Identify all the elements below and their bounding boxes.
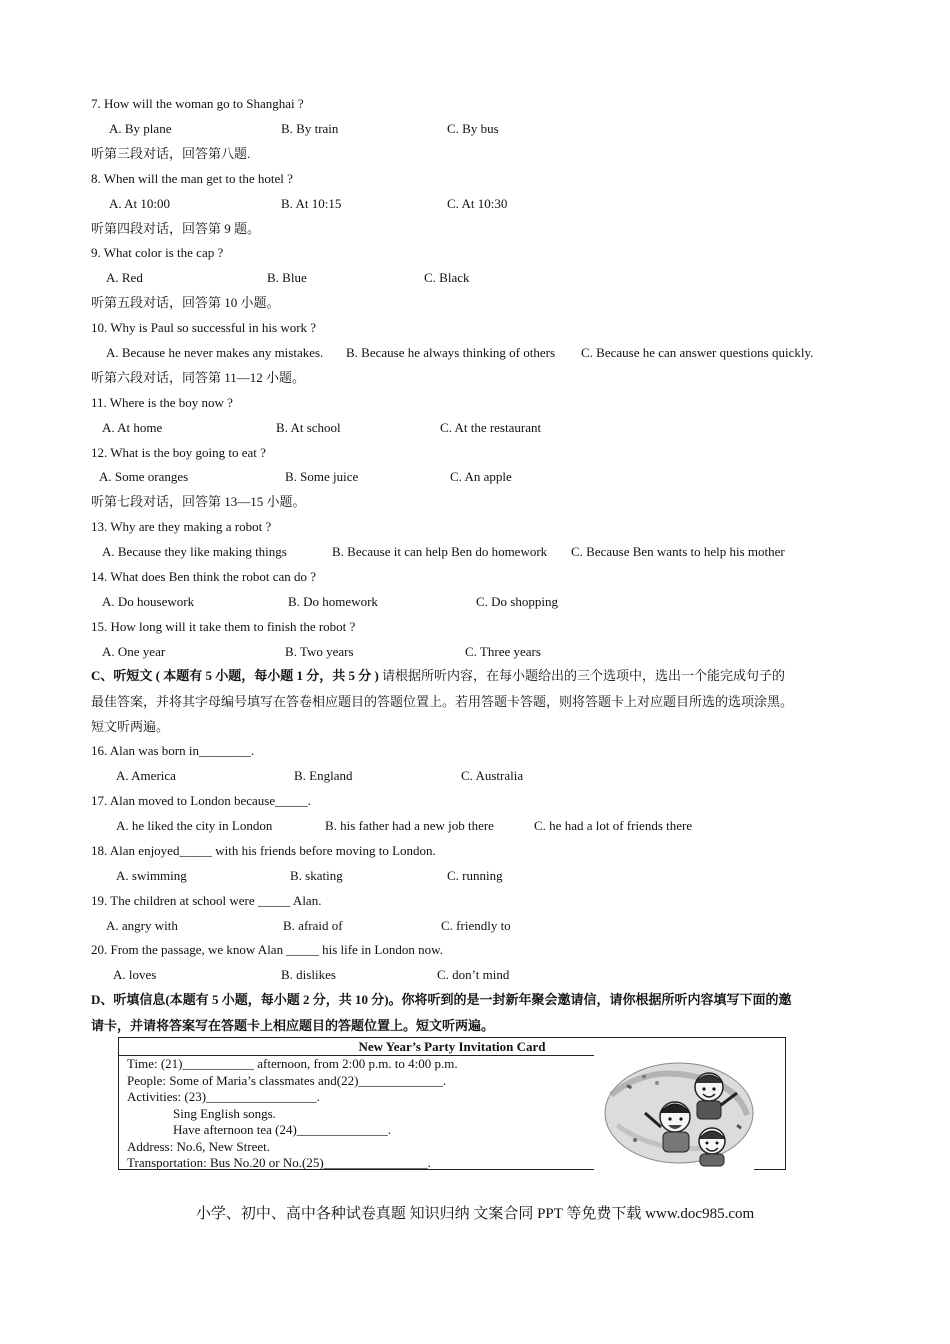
section-c-line-2: 最佳答案，并将其字母编号填写在答卷相应题目的答题位置上。若用答题卡答题，则将答题卡上对应题目所选的选项涂黑。 [91,694,794,709]
question-19-stem: 19. The children at school were _____ Alan. [91,893,322,908]
question-12-option-a: A. Some oranges [99,469,189,484]
question-15-option-a: A. One year [102,644,166,659]
question-15-option-b: B. Two years [285,644,354,659]
question-11-stem: 11. Where is the boy now ? [91,395,233,410]
question-11-option-b: B. At school [276,420,341,435]
question-14-option-b: B. Do homework [288,594,378,609]
question-18-stem: 18. Alan enjoyed_____ with his friends before moving to London. [91,843,436,858]
card-time: Time: (21)___________ afternoon, from 2:00 p.m. to 4:00 p.m. [127,1056,458,1071]
question-14-option-a: A. Do housework [102,594,195,609]
question-8-option-a: A. At 10:00 [109,196,171,211]
question-13-option-c: C. Because Ben wants to help his mother [571,544,785,559]
question-16-option-b: B. England [294,768,353,783]
card-activity-1: Sing English songs. [173,1106,276,1121]
question-14-option-c: C. Do shopping [476,594,558,609]
question-19-option-b: B. afraid of [283,918,343,933]
question-7-stem: 7. How will the woman go to Shanghai ? [91,96,304,111]
question-18-option-a: A. swimming [116,868,187,883]
question-10-stem: 10. Why is Paul so successful in his work ? [91,320,317,335]
question-16-stem: 16. Alan was born in________. [91,743,255,758]
question-17-option-c: C. he had a lot of friends there [534,818,693,833]
question-12-option-c: C. An apple [450,469,512,484]
section-c-line-3: 短文听两遍。 [91,719,170,734]
question-9-option-b: B. Blue [267,270,307,285]
question-8-stem: 8. When will the man get to the hotel ? [91,171,293,186]
question-13-stem: 13. Why are they making a robot ? [91,519,272,534]
question-20-option-c: C. don’t mind [437,967,510,982]
question-13-option-a: A. Because they like making things [102,544,287,559]
question-17-option-a: A. he liked the city in London [116,818,273,833]
question-10-option-b: B. Because he always thinking of others [346,345,556,360]
question-9-option-a: A. Red [106,270,143,285]
card-address: Address: No.6, New Street. [127,1139,270,1154]
question-15-option-c: C. Three years [465,644,541,659]
children-party-illustration [597,1055,757,1170]
question-16-option-c: C. Australia [461,768,524,783]
card-transportation: Transportation: Bus No.20 or No.(25)________________. [127,1155,431,1170]
question-18-option-b: B. skating [290,868,343,883]
section-instruction-5: 听第五段对话，回答第 10 小题。 [91,295,280,310]
question-9-stem: 9. What color is the cap ? [91,245,224,260]
section-c-heading: C、听短文 ( 本题有 5 小题，每小题 1 分，共 5 分 ) [91,668,379,683]
card-activity-2: Have afternoon tea (24)______________. [173,1122,392,1137]
section-d-line-1: D、听填信息(本题有 5 小题，每小题 2 分，共 10 分)。你将听到的是一封新年聚会邀请信，请你根据所听内容填写下面的邀 [91,992,792,1007]
question-8-option-c: C. At 10:30 [447,196,508,211]
question-12-option-b: B. Some juice [285,469,359,484]
section-instruction-3: 听第三段对话，回答第八题. [91,146,251,161]
section-c-instruction [91,667,785,685]
section-c-line-1: 请根据所听内容，在每小题给出的三个选项中，选出一个能完成句子的 [382,668,786,683]
question-12-stem: 12. What is the boy going to eat ? [91,445,266,460]
question-7-option-a: A. By plane [109,121,172,136]
question-10-option-c: C. Because he can answer questions quickly. [581,345,814,360]
question-17-stem: 17. Alan moved to London because_____. [91,793,311,808]
question-9-option-c: C. Black [424,270,470,285]
question-7-option-b: B. By train [281,121,339,136]
question-16-option-a: A. America [116,768,176,783]
question-19-option-c: C. friendly to [441,918,511,933]
question-14-stem: 14. What does Ben think the robot can do ? [91,569,317,584]
question-20-option-a: A. loves [113,967,157,982]
question-18-option-c: C. running [447,868,503,883]
section-instruction-4: 听第四段对话，回答第 9 题。 [91,221,261,236]
question-20-stem: 20. From the passage, we know Alan _____ his life in London now. [91,942,443,957]
question-13-option-b: B. Because it can help Ben do homework [332,544,548,559]
question-8-option-b: B. At 10:15 [281,196,342,211]
question-7-option-c: C. By bus [447,121,499,136]
question-17-option-b: B. his father had a new job there [325,818,494,833]
section-instruction-7: 听第七段对话，回答第 13—15 小题。 [91,494,306,509]
question-11-option-a: A. At home [102,420,163,435]
section-d-line-2: 请卡，并请将答案写在答题卡上相应题目的答题位置上。短文听两遍。 [91,1018,495,1033]
card-people: People: Some of Maria’s classmates and(22)_____________. [127,1073,447,1088]
question-20-option-b: B. dislikes [281,967,336,982]
question-10-option-a: A. Because he never makes any mistakes. [106,345,324,360]
page-footer: 小学、初中、高中各种试卷真题 知识归纳 文案合同 PPT 等免费下载 www.doc985.com [195,1206,755,1222]
question-11-option-c: C. At the restaurant [440,420,542,435]
section-instruction-6: 听第六段对话，同答第 11—12 小题。 [91,370,306,385]
question-19-option-a: A. angry with [106,918,178,933]
card-activities: Activities: (23)_________________. [127,1089,320,1104]
card-title: New Year’s Party Invitation Card [358,1039,546,1054]
question-15-stem: 15. How long will it take them to finish the robot ? [91,619,356,634]
